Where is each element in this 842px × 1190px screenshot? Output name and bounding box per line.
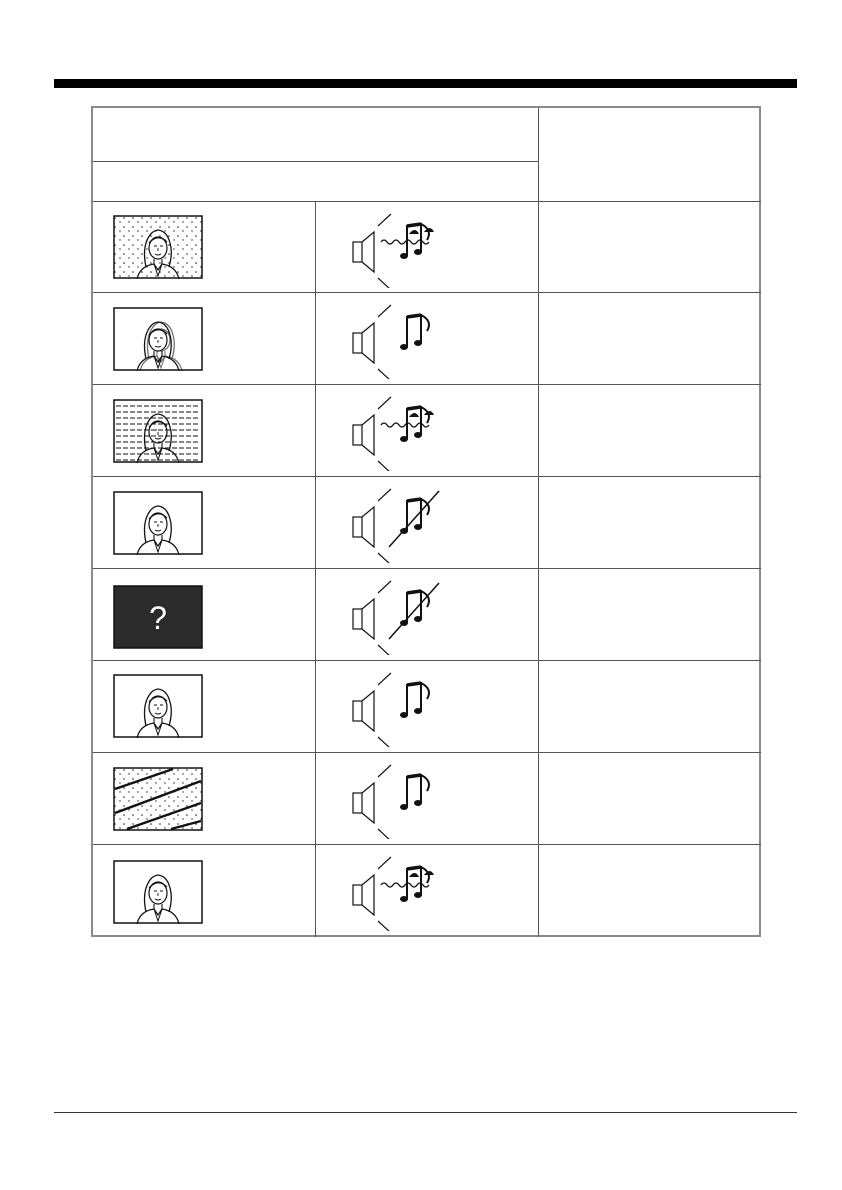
normal-sound-icon bbox=[341, 757, 451, 839]
header-rule bbox=[54, 79, 797, 88]
table-row bbox=[93, 202, 315, 292]
noisy-sound-icon bbox=[341, 389, 451, 471]
troubleshooting-table bbox=[91, 106, 761, 937]
no-sound-icon bbox=[341, 481, 451, 563]
table-row bbox=[93, 477, 315, 568]
noisy-sound-icon bbox=[341, 849, 451, 931]
table-row bbox=[93, 753, 315, 844]
normal-picture-icon bbox=[113, 860, 203, 924]
no-picture-icon bbox=[113, 585, 203, 649]
table-row bbox=[93, 385, 315, 476]
normal-picture-icon bbox=[113, 491, 203, 555]
table-row bbox=[93, 569, 315, 660]
diagonal-stripes-picture-icon bbox=[113, 767, 203, 831]
normal-sound-icon bbox=[341, 665, 451, 747]
footer-rule bbox=[54, 1112, 797, 1113]
ghost-picture-icon bbox=[113, 307, 203, 371]
normal-picture-icon bbox=[113, 674, 203, 738]
no-sound-icon bbox=[341, 573, 451, 655]
snowy-picture-icon bbox=[113, 215, 203, 279]
normal-sound-icon bbox=[341, 297, 451, 379]
question-mark: ? bbox=[149, 600, 167, 636]
table-row bbox=[93, 661, 315, 752]
table-row bbox=[93, 845, 315, 937]
interference-lines-picture-icon bbox=[113, 399, 203, 463]
noisy-sound-icon bbox=[341, 206, 451, 288]
table-row bbox=[93, 293, 315, 384]
